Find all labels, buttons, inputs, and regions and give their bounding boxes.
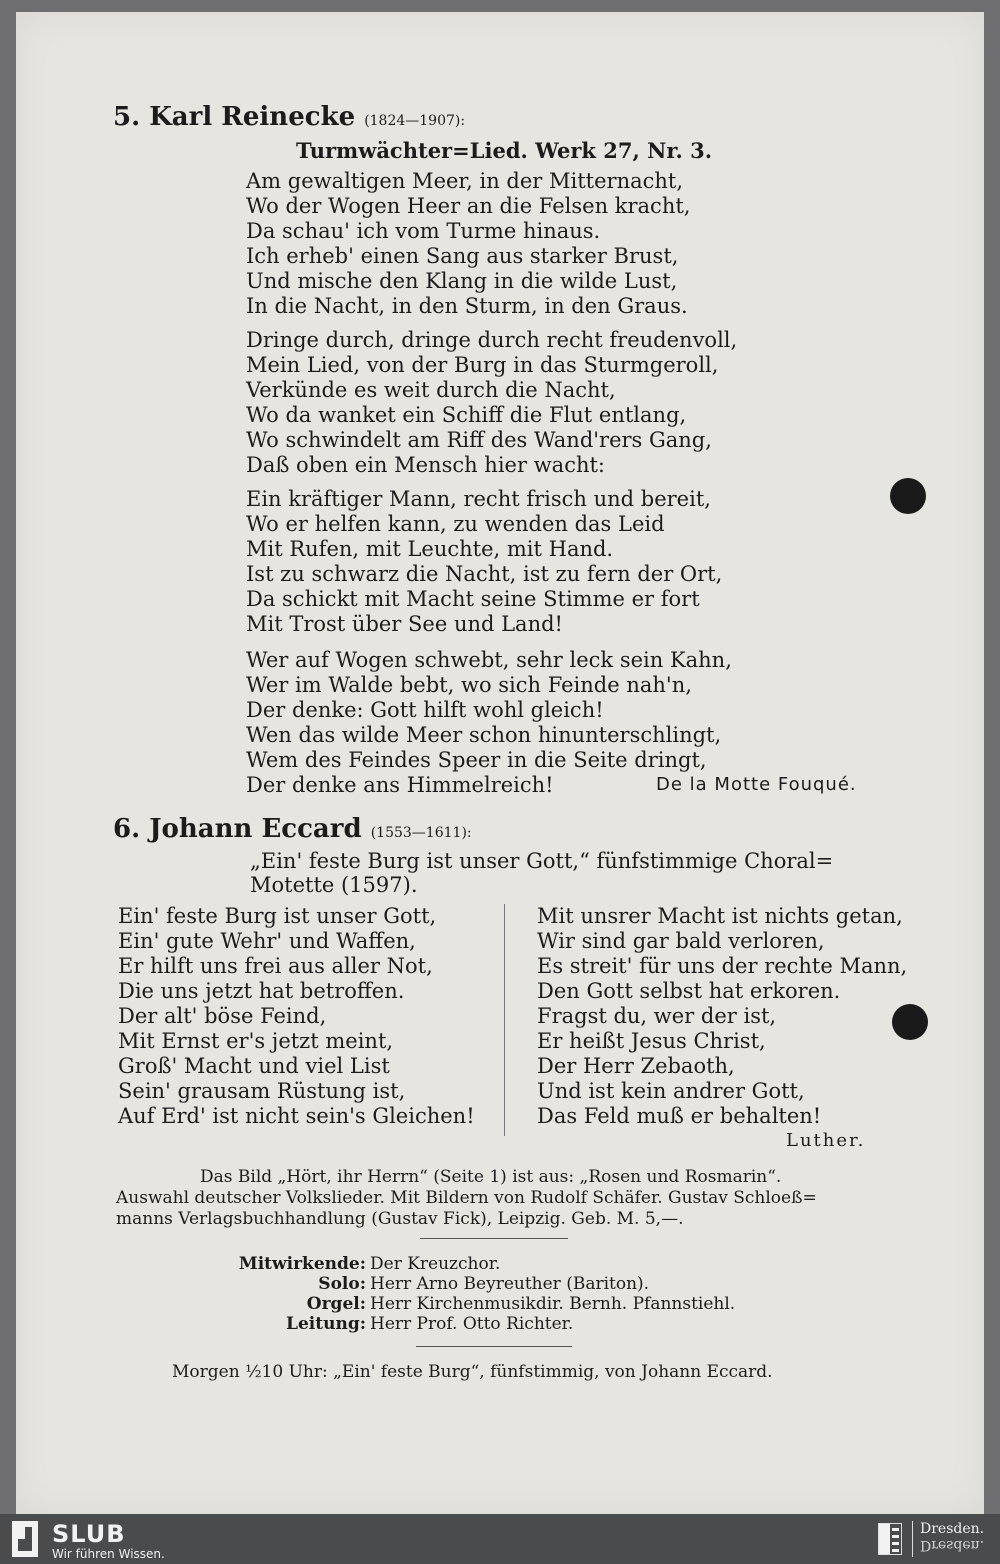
poem-line: Wo er helfen kann, zu wenden das Leid (246, 512, 665, 536)
poem-line: Am gewaltigen Meer, in der Mitternacht, (246, 169, 684, 193)
credit-value: Herr Kirchenmusikdir. Bernh. Pfannstiehl. (370, 1294, 736, 1314)
poem-line: Wir sind gar bald verloren, (537, 929, 825, 953)
slub-logo-icon (12, 1521, 38, 1557)
poem-line: Groß' Macht und viel List (118, 1054, 390, 1078)
poem-line: Der alt' böse Feind, (118, 1004, 327, 1028)
poem-line: Die uns jetzt hat betroffen. (118, 979, 405, 1003)
section-6-years: (1553—1611): (370, 825, 472, 841)
poem-line: Und ist kein andrer Gott, (537, 1079, 805, 1103)
scanned-page (16, 12, 984, 1514)
poem-line: Mit Ernst er's jetzt meint, (118, 1029, 394, 1053)
poem-line: Wem des Feindes Speer in die Seite dringt, (246, 748, 707, 772)
poem-line: Daß oben ein Mensch hier wacht: (246, 453, 605, 477)
poem-line: Mit Trost über See und Land! (246, 612, 563, 636)
poem-line: Auf Erd' ist nicht sein's Gleichen! (118, 1104, 475, 1128)
credit-label: Solo: (318, 1274, 366, 1294)
city-name-reflection: Dresden. (920, 1537, 985, 1553)
section-6-subtitle-1: „Ein' feste Burg ist unser Gott,“ fünfstimmige Choral= (250, 849, 834, 873)
poem-line: Ein' gute Wehr' und Waffen, (118, 929, 416, 953)
credit-label: Orgel: (306, 1294, 366, 1314)
footer-bar (0, 1514, 1000, 1564)
poem-line: Und mische den Klang in die wilde Lust, (246, 269, 678, 293)
poem-line: Ist zu schwarz die Nacht, ist zu fern der Ort, (246, 562, 723, 586)
poem-line: Mit unsrer Macht ist nichts getan, (537, 904, 903, 928)
section-5-subtitle: Turmwächter=Lied. Werk 27, Nr. 3. (296, 138, 713, 163)
note-line: Das Bild „Hört, ihr Herrn“ (Seite 1) ist aus: „Rosen und Rosmarin“. (200, 1167, 782, 1187)
section-5-heading (113, 102, 465, 132)
footer-divider (912, 1521, 913, 1557)
poem-line: Das Feld muß er behalten! (537, 1104, 822, 1128)
divider-rule (416, 1346, 572, 1347)
poem-line: Wo da wanket ein Schiff die Flut entlang, (246, 403, 687, 427)
poem-line: Ein kräftiger Mann, recht frisch und bereit, (246, 487, 711, 511)
brand-name: SLUB (52, 1520, 126, 1548)
credit-label: Mitwirkende: (238, 1254, 366, 1274)
section-6-subtitle-2: Motette (1597). (250, 873, 418, 897)
section-5-years: (1824—1907): (364, 113, 466, 129)
poem-line: Der denke ans Himmelreich! (246, 773, 554, 797)
section-6-composer: 6. Johann Eccard (113, 814, 362, 844)
poem-line: Der denke: Gott hilft wohl gleich! (246, 698, 604, 722)
poem-line: Da schickt mit Macht seine Stimme er fort (246, 587, 700, 611)
poem-line: Der Herr Zebaoth, (537, 1054, 735, 1078)
credit-value: Herr Prof. Otto Richter. (370, 1314, 574, 1334)
poem-line: Den Gott selbst hat erkoren. (537, 979, 841, 1003)
section-6-heading (113, 814, 472, 844)
poem-line: Sein' grausam Rüstung ist, (118, 1079, 406, 1103)
poem-line: Wo der Wogen Heer an die Felsen kracht, (246, 194, 691, 218)
poem-line: Ich erheb' einen Sang aus starker Brust, (246, 244, 679, 268)
column-divider (504, 904, 505, 1136)
section-5-composer: 5. Karl Reinecke (113, 102, 356, 132)
brand-slogan: Wir führen Wissen. (52, 1547, 165, 1561)
note-line: manns Verlagsbuchhandlung (Gustav Fick), Leipzig. Geb. M. 5,—. (116, 1209, 684, 1229)
poem-line: Ein' feste Burg ist unser Gott, (118, 904, 437, 928)
punch-hole (890, 478, 926, 514)
punch-hole (892, 1004, 928, 1040)
poem-line: In die Nacht, in den Sturm, in den Graus. (246, 294, 688, 318)
poem-line: Mit Rufen, mit Leuchte, mit Hand. (246, 537, 614, 561)
poem-line: Er hilft uns frei aus aller Not, (118, 954, 433, 978)
dresden-crest-icon (878, 1523, 902, 1555)
credit-label: Leitung: (286, 1314, 366, 1334)
city-logo (920, 1522, 984, 1552)
poem-line: Es streit' für uns der rechte Mann, (537, 954, 908, 978)
poem-line: Wo schwindelt am Riff des Wand'rers Gang, (246, 428, 712, 452)
poem-line: Mein Lied, von der Burg in das Sturmgeroll, (246, 353, 719, 377)
poem-line: Wer im Walde bebt, wo sich Feinde nah'n, (246, 673, 692, 697)
poem-line: Fragst du, wer der ist, (537, 1004, 777, 1028)
section-6-author: Luther. (786, 1130, 866, 1151)
announcement: Morgen ½10 Uhr: „Ein' feste Burg“, fünfstimmig, von Johann Eccard. (172, 1362, 773, 1382)
credit-value: Der Kreuzchor. (370, 1254, 501, 1274)
poem-line: Er heißt Jesus Christ, (537, 1029, 766, 1053)
poem-line: Verkünde es weit durch die Nacht, (246, 378, 616, 402)
section-5-author: De la Motte Fouqué. (656, 774, 857, 795)
note-line: Auswahl deutscher Volkslieder. Mit Bildern von Rudolf Schäfer. Gustav Schloeß= (116, 1188, 817, 1208)
credit-value: Herr Arno Beyreuther (Bariton). (370, 1274, 650, 1294)
divider-rule (420, 1238, 568, 1239)
poem-line: Wen das wilde Meer schon hinunterschlingt, (246, 723, 722, 747)
poem-line: Wer auf Wogen schwebt, sehr leck sein Kahn, (246, 648, 732, 672)
poem-line: Da schau' ich vom Turme hinaus. (246, 219, 601, 243)
city-name: Dresden. (920, 1521, 985, 1537)
poem-line: Dringe durch, dringe durch recht freudenvoll, (246, 328, 738, 352)
